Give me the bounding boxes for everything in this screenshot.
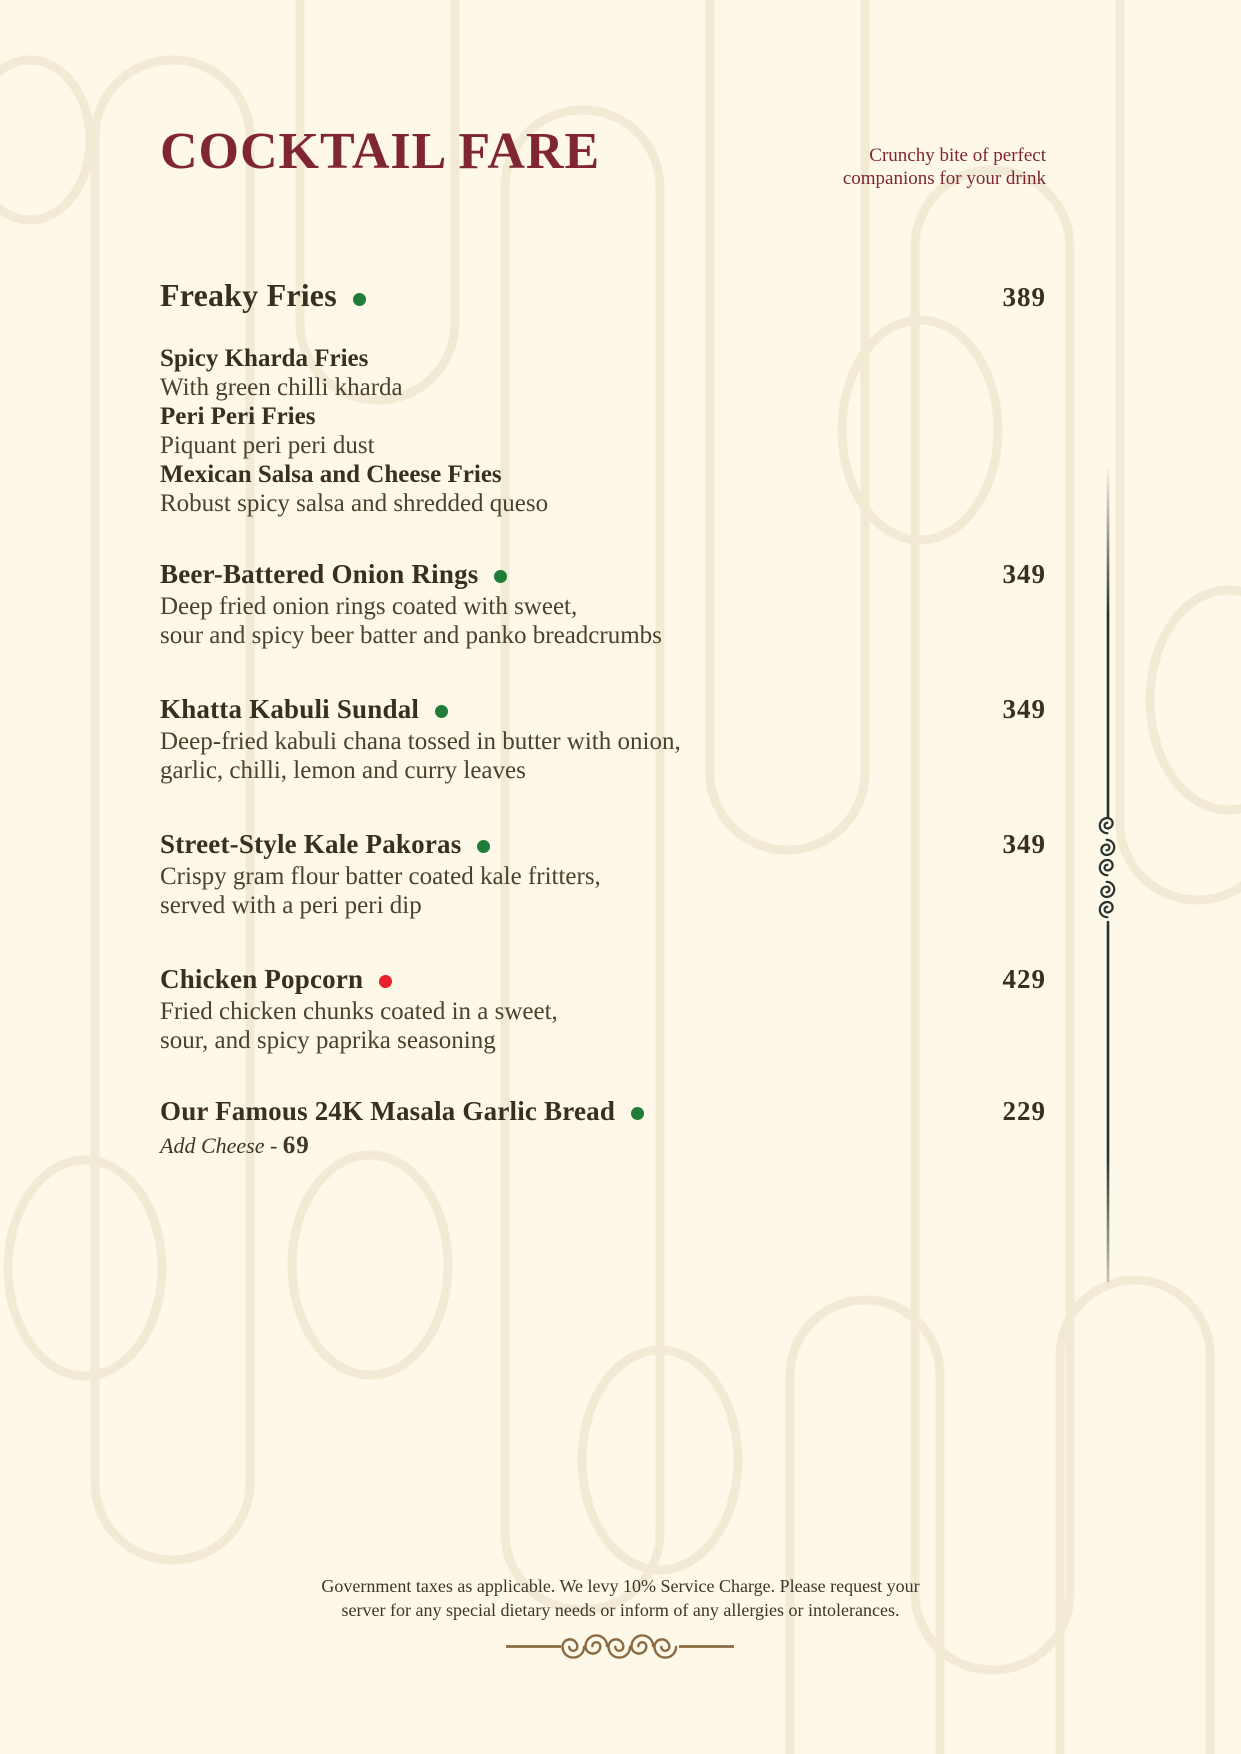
variant-name: Peri Peri Fries xyxy=(160,403,316,430)
item-header xyxy=(160,1094,1046,1128)
addon-price: 69 xyxy=(282,1132,310,1159)
variant-name: Mexican Salsa and Cheese Fries xyxy=(160,461,502,488)
item-header xyxy=(160,276,1046,314)
page-title: COCKTAIL FARE xyxy=(160,123,601,180)
menu-item xyxy=(160,962,1046,1055)
menu-item xyxy=(160,1094,1046,1160)
item-description xyxy=(160,997,1046,1055)
item-variants xyxy=(160,344,1046,518)
addon-separator: - xyxy=(269,1133,278,1158)
non-veg-indicator-icon xyxy=(379,975,392,988)
tagline-line: Crunchy bite of perfect xyxy=(869,145,1046,166)
tagline-line: companions for your drink xyxy=(842,168,1046,189)
tax-note-line: server for any special dietary needs or inform of any allergies or intolerances. xyxy=(341,1600,900,1620)
item-price: 349 xyxy=(1002,694,1046,724)
tax-note-line: Government taxes as applicable. We levy 10% Service Charge. Please request your xyxy=(321,1576,920,1596)
page-tagline xyxy=(843,144,1046,190)
item-price: 349 xyxy=(1002,829,1046,859)
scroll-divider-ornament xyxy=(500,1632,740,1662)
menu-item xyxy=(160,827,1046,920)
item-description-line: Fried chicken chunks coated in a sweet, xyxy=(160,998,558,1025)
variant-name: Spicy Kharda Fries xyxy=(160,345,369,372)
veg-indicator-icon xyxy=(631,1107,644,1120)
item-header xyxy=(160,827,1046,861)
item-name: Freaky Fries xyxy=(160,277,337,313)
menu-section xyxy=(160,276,1046,1160)
variant-description: Robust spicy salsa and shredded queso xyxy=(160,490,549,517)
item-addon xyxy=(160,1132,1046,1160)
item-name: Chicken Popcorn xyxy=(160,964,364,994)
item-description-line: Deep fried onion rings coated with sweet, xyxy=(160,593,578,620)
variant-description: With green chilli kharda xyxy=(160,374,403,401)
item-header xyxy=(160,557,1046,591)
item-name: Beer-Battered Onion Rings xyxy=(160,559,479,589)
item-header xyxy=(160,692,1046,726)
item-description-line: served with a peri peri dip xyxy=(160,892,422,919)
item-price: 389 xyxy=(1002,282,1046,312)
veg-indicator-icon xyxy=(353,293,366,306)
item-name: Khatta Kabuli Sundal xyxy=(160,694,420,724)
item-header xyxy=(160,962,1046,996)
veg-indicator-icon xyxy=(494,570,507,583)
item-description xyxy=(160,862,1046,920)
item-name: Our Famous 24K Masala Garlic Bread xyxy=(160,1096,616,1126)
menu-item xyxy=(160,692,1046,785)
item-description xyxy=(160,727,1046,785)
item-price: 349 xyxy=(1002,559,1046,589)
item-price: 429 xyxy=(1002,964,1046,994)
item-description xyxy=(160,592,1046,650)
addon-label: Add Cheese xyxy=(160,1133,265,1158)
item-description-line: sour, and spicy paprika seasoning xyxy=(160,1027,496,1054)
vertical-scroll-rule-ornament xyxy=(1096,455,1120,1295)
veg-indicator-icon xyxy=(435,705,448,718)
variant-description: Piquant peri peri dust xyxy=(160,432,375,459)
veg-indicator-icon xyxy=(477,840,490,853)
menu-item xyxy=(160,276,1046,518)
item-description-line: sour and spicy beer batter and panko breadcrumbs xyxy=(160,622,662,649)
item-description-line: Deep-fried kabuli chana tossed in butter with onion, xyxy=(160,728,681,755)
item-name: Street-Style Kale Pakoras xyxy=(160,829,462,859)
menu-item xyxy=(160,557,1046,650)
item-description-line: garlic, chilli, lemon and curry leaves xyxy=(160,757,526,784)
item-price: 229 xyxy=(1002,1096,1046,1126)
item-description-line: Crispy gram flour batter coated kale fritters, xyxy=(160,863,601,890)
tax-service-note xyxy=(0,1574,1241,1622)
